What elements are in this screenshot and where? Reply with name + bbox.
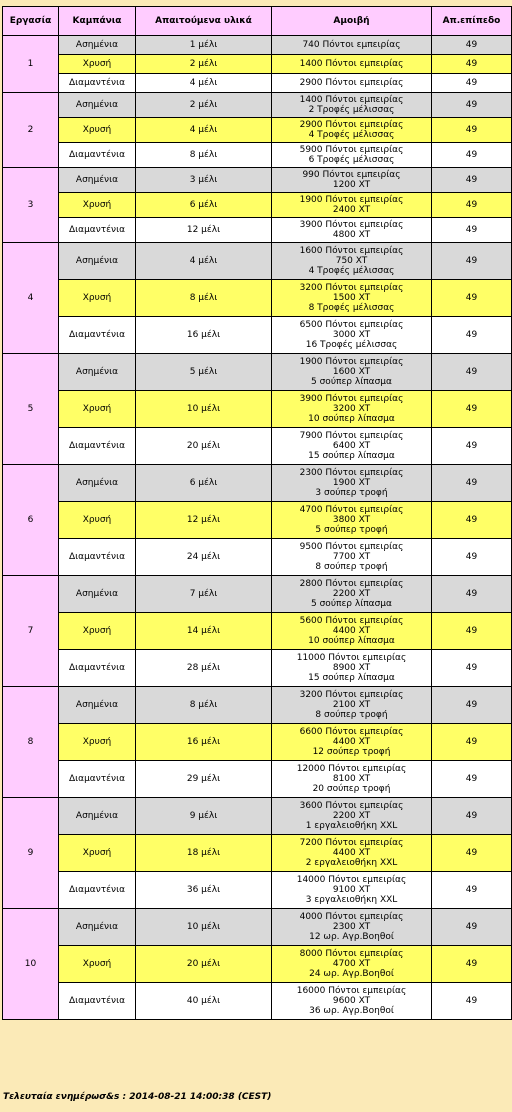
campaign-cell: Διαμαντένια: [59, 650, 136, 687]
campaign-cell: Χρυσή: [59, 613, 136, 650]
reward-line: 1400 Πόντοι εμπειρίας: [299, 59, 404, 69]
reward-line: 2300 Πόντοι εμπειρίας: [299, 468, 404, 478]
reward-cell: [272, 391, 432, 428]
reward-line: 4700 Πόντοι εμπειρίας: [299, 505, 404, 515]
header-reward: Αμοιβή: [272, 7, 432, 36]
materials-cell: 6 μέλι: [136, 465, 272, 502]
table-row: [3, 650, 512, 687]
reward-line: 4800 XT: [332, 230, 371, 240]
table-row: [3, 193, 512, 218]
rewards-table-container: [2, 6, 512, 1020]
table-row: [3, 798, 512, 835]
level-cell: 49: [432, 909, 512, 946]
reward-line: 12 σούπερ τροφή: [312, 747, 391, 757]
reward-line: 1 εργαλειοθήκη XXL: [305, 821, 398, 831]
campaign-cell: Διαμαντένια: [59, 317, 136, 354]
reward-line: 9100 XT: [332, 885, 371, 895]
campaign-cell: Διαμαντένια: [59, 74, 136, 93]
campaign-cell: Ασημένια: [59, 36, 136, 55]
table-row: [3, 118, 512, 143]
reward-cell: [272, 539, 432, 576]
reward-line: 12 ωρ. Αγρ.Βοηθοί: [309, 932, 394, 942]
materials-cell: 40 μέλι: [136, 983, 272, 1020]
materials-cell: 10 μέλι: [136, 391, 272, 428]
reward-line: 4700 XT: [332, 959, 371, 969]
table-row: [3, 687, 512, 724]
campaign-cell: Χρυσή: [59, 55, 136, 74]
campaign-cell: Διαμαντένια: [59, 218, 136, 243]
reward-line: 4400 XT: [332, 737, 371, 747]
reward-line: 2900 Πόντοι εμπειρίας: [299, 78, 404, 88]
level-cell: 49: [432, 539, 512, 576]
reward-cell: [272, 193, 432, 218]
header-level: Απ.επίπεδο: [432, 7, 512, 36]
level-cell: 49: [432, 93, 512, 118]
materials-cell: 29 μέλι: [136, 761, 272, 798]
reward-cell: [272, 118, 432, 143]
materials-cell: 4 μέλι: [136, 243, 272, 280]
campaign-cell: Ασημένια: [59, 93, 136, 118]
campaign-cell: Ασημένια: [59, 687, 136, 724]
level-cell: 49: [432, 391, 512, 428]
reward-line: 990 Πόντοι εμπειρίας: [302, 170, 401, 180]
reward-cell: [272, 428, 432, 465]
reward-cell: [272, 872, 432, 909]
table-row: [3, 502, 512, 539]
reward-cell: [272, 55, 432, 74]
reward-line: 3600 Πόντοι εμπειρίας: [299, 801, 404, 811]
task-number: 7: [3, 576, 59, 687]
materials-cell: 14 μέλι: [136, 613, 272, 650]
reward-cell: [272, 576, 432, 613]
reward-line: 20 σούπερ τροφή: [312, 784, 391, 794]
task-number: 8: [3, 687, 59, 798]
table-row: [3, 143, 512, 168]
level-cell: 49: [432, 354, 512, 391]
table-row: [3, 55, 512, 74]
materials-cell: 2 μέλι: [136, 55, 272, 74]
task-number: 9: [3, 798, 59, 909]
level-cell: 49: [432, 650, 512, 687]
reward-cell: [272, 168, 432, 193]
table-row: [3, 983, 512, 1020]
table-row: [3, 428, 512, 465]
materials-cell: 2 μέλι: [136, 93, 272, 118]
materials-cell: 36 μέλι: [136, 872, 272, 909]
reward-line: 8 σούπερ τροφή: [315, 562, 388, 572]
table-row: [3, 724, 512, 761]
reward-cell: [272, 354, 432, 391]
reward-line: 1600 XT: [332, 367, 371, 377]
table-row: [3, 946, 512, 983]
reward-cell: [272, 143, 432, 168]
reward-line: 9600 XT: [332, 996, 371, 1006]
campaign-cell: Διαμαντένια: [59, 872, 136, 909]
reward-cell: [272, 465, 432, 502]
reward-cell: [272, 74, 432, 93]
table-row: [3, 391, 512, 428]
reward-line: 1500 XT: [332, 293, 371, 303]
level-cell: 49: [432, 798, 512, 835]
level-cell: 49: [432, 872, 512, 909]
header-materials: Απαιτούμενα υλικά: [136, 7, 272, 36]
campaign-cell: Διαμαντένια: [59, 983, 136, 1020]
header-row: [3, 7, 512, 36]
level-cell: 49: [432, 168, 512, 193]
reward-line: 6 Τροφές μέλισσας: [308, 155, 395, 165]
reward-cell: [272, 724, 432, 761]
campaign-cell: Ασημένια: [59, 576, 136, 613]
campaign-cell: Ασημένια: [59, 168, 136, 193]
reward-line: 2400 XT: [332, 205, 371, 215]
table-row: [3, 576, 512, 613]
materials-cell: 1 μέλι: [136, 36, 272, 55]
reward-line: 5600 Πόντοι εμπειρίας: [299, 616, 404, 626]
materials-cell: 28 μέλι: [136, 650, 272, 687]
table-row: [3, 465, 512, 502]
reward-line: 750 XT: [335, 256, 368, 266]
reward-line: 4000 Πόντοι εμπειρίας: [299, 912, 404, 922]
materials-cell: 3 μέλι: [136, 168, 272, 193]
table-row: [3, 280, 512, 317]
reward-line: 10 σούπερ λίπασμα: [308, 414, 395, 424]
level-cell: 49: [432, 835, 512, 872]
campaign-cell: Χρυσή: [59, 724, 136, 761]
reward-cell: [272, 243, 432, 280]
reward-line: 2800 Πόντοι εμπειρίας: [299, 579, 404, 589]
task-number: 4: [3, 243, 59, 354]
task-number: 1: [3, 36, 59, 93]
reward-line: 4400 XT: [332, 848, 371, 858]
task-number: 6: [3, 465, 59, 576]
campaign-cell: Χρυσή: [59, 946, 136, 983]
level-cell: 49: [432, 74, 512, 93]
reward-cell: [272, 798, 432, 835]
level-cell: 49: [432, 317, 512, 354]
level-cell: 49: [432, 280, 512, 317]
level-cell: 49: [432, 502, 512, 539]
materials-cell: 24 μέλι: [136, 539, 272, 576]
reward-line: 4 Τροφές μέλισσας: [308, 266, 395, 276]
level-cell: 49: [432, 687, 512, 724]
reward-cell: [272, 835, 432, 872]
reward-line: 7200 Πόντοι εμπειρίας: [299, 838, 404, 848]
table-body: [3, 36, 512, 1020]
reward-line: 36 ωρ. Αγρ.Βοηθοί: [309, 1006, 394, 1016]
table-row: [3, 243, 512, 280]
campaign-cell: Χρυσή: [59, 391, 136, 428]
reward-cell: [272, 93, 432, 118]
campaign-cell: Χρυσή: [59, 502, 136, 539]
table-row: [3, 872, 512, 909]
campaign-cell: Διαμαντένια: [59, 761, 136, 798]
reward-line: 7900 Πόντοι εμπειρίας: [299, 431, 404, 441]
table-row: [3, 168, 512, 193]
table-row: [3, 74, 512, 93]
reward-cell: [272, 761, 432, 798]
level-cell: 49: [432, 55, 512, 74]
materials-cell: 4 μέλι: [136, 118, 272, 143]
reward-line: 2300 XT: [332, 922, 371, 932]
campaign-cell: Χρυσή: [59, 280, 136, 317]
materials-cell: 12 μέλι: [136, 502, 272, 539]
reward-cell: [272, 650, 432, 687]
reward-line: 3200 Πόντοι εμπειρίας: [299, 690, 404, 700]
reward-line: 2900 Πόντοι εμπειρίας: [299, 120, 404, 130]
task-number: 5: [3, 354, 59, 465]
reward-line: 5 σούπερ λίπασμα: [311, 377, 392, 387]
reward-line: 1900 XT: [332, 478, 371, 488]
level-cell: 49: [432, 946, 512, 983]
reward-cell: [272, 218, 432, 243]
materials-cell: 12 μέλι: [136, 218, 272, 243]
level-cell: 49: [432, 428, 512, 465]
campaign-cell: Χρυσή: [59, 193, 136, 218]
materials-cell: 20 μέλι: [136, 428, 272, 465]
materials-cell: 4 μέλι: [136, 74, 272, 93]
reward-line: 24 ωρ. Αγρ.Βοηθοί: [309, 969, 394, 979]
table-row: [3, 539, 512, 576]
level-cell: 49: [432, 118, 512, 143]
reward-line: 2200 XT: [332, 811, 371, 821]
reward-line: 8 σούπερ τροφή: [315, 710, 388, 720]
reward-line: 4400 XT: [332, 626, 371, 636]
reward-line: 5 σούπερ τροφή: [315, 525, 388, 535]
level-cell: 49: [432, 193, 512, 218]
reward-line: 1400 Πόντοι εμπειρίας: [299, 95, 404, 105]
reward-line: 16000 Πόντοι εμπειρίας: [296, 986, 407, 996]
campaign-cell: Ασημένια: [59, 909, 136, 946]
reward-line: 3000 XT: [332, 330, 371, 340]
table-row: [3, 93, 512, 118]
reward-cell: [272, 983, 432, 1020]
level-cell: 49: [432, 243, 512, 280]
task-number: 3: [3, 168, 59, 243]
reward-line: 1900 Πόντοι εμπειρίας: [299, 357, 404, 367]
reward-line: 5 σούπερ λίπασμα: [311, 599, 392, 609]
campaign-cell: Ασημένια: [59, 465, 136, 502]
materials-cell: 8 μέλι: [136, 143, 272, 168]
materials-cell: 8 μέλι: [136, 687, 272, 724]
level-cell: 49: [432, 576, 512, 613]
reward-line: 8900 XT: [332, 663, 371, 673]
table-row: [3, 354, 512, 391]
materials-cell: 9 μέλι: [136, 798, 272, 835]
reward-cell: [272, 502, 432, 539]
reward-line: 3900 Πόντοι εμπειρίας: [299, 220, 404, 230]
campaign-cell: Ασημένια: [59, 798, 136, 835]
table-row: [3, 835, 512, 872]
reward-line: 2200 XT: [332, 589, 371, 599]
table-row: [3, 317, 512, 354]
reward-line: 6500 Πόντοι εμπειρίας: [299, 320, 404, 330]
materials-cell: 7 μέλι: [136, 576, 272, 613]
campaign-cell: Ασημένια: [59, 354, 136, 391]
reward-cell: [272, 687, 432, 724]
reward-line: 6600 Πόντοι εμπειρίας: [299, 727, 404, 737]
header-task: Εργασία: [3, 7, 59, 36]
last-updated: Τελευταία ενημέρωσ&s : 2014-08-21 14:00:38 (CEST): [3, 1092, 272, 1102]
reward-cell: [272, 613, 432, 650]
level-cell: 49: [432, 761, 512, 798]
reward-line: 8100 XT: [332, 774, 371, 784]
table-row: [3, 218, 512, 243]
reward-cell: [272, 317, 432, 354]
materials-cell: 5 μέλι: [136, 354, 272, 391]
table-row: [3, 36, 512, 55]
header-campaign: Καμπάνια: [59, 7, 136, 36]
level-cell: 49: [432, 613, 512, 650]
task-number: 10: [3, 909, 59, 1020]
reward-line: 11000 Πόντοι εμπειρίας: [296, 653, 407, 663]
campaign-cell: Διαμαντένια: [59, 143, 136, 168]
rewards-table: [2, 6, 512, 1020]
reward-line: 16 Τροφές μέλισσας: [305, 340, 398, 350]
reward-cell: [272, 36, 432, 55]
reward-line: 10 σούπερ λίπασμα: [308, 636, 395, 646]
reward-line: 3 εργαλειοθήκη XXL: [305, 895, 398, 905]
materials-cell: 16 μέλι: [136, 724, 272, 761]
materials-cell: 18 μέλι: [136, 835, 272, 872]
reward-line: 6400 XT: [332, 441, 371, 451]
materials-cell: 6 μέλι: [136, 193, 272, 218]
reward-line: 3 σούπερ τροφή: [315, 488, 388, 498]
reward-line: 3200 XT: [332, 404, 371, 414]
reward-line: 3900 Πόντοι εμπειρίας: [299, 394, 404, 404]
level-cell: 49: [432, 36, 512, 55]
reward-line: 12000 Πόντοι εμπειρίας: [296, 764, 407, 774]
level-cell: 49: [432, 218, 512, 243]
reward-line: 9500 Πόντοι εμπειρίας: [299, 542, 404, 552]
reward-line: 14000 Πόντοι εμπειρίας: [296, 875, 407, 885]
materials-cell: 8 μέλι: [136, 280, 272, 317]
table-row: [3, 909, 512, 946]
reward-line: 8000 Πόντοι εμπειρίας: [299, 949, 404, 959]
campaign-cell: Χρυσή: [59, 835, 136, 872]
reward-line: 4 Τροφές μέλισσας: [308, 130, 395, 140]
table-row: [3, 761, 512, 798]
reward-line: 1900 Πόντοι εμπειρίας: [299, 195, 404, 205]
reward-line: 3800 XT: [332, 515, 371, 525]
campaign-cell: Χρυσή: [59, 118, 136, 143]
reward-line: 1200 XT: [332, 180, 371, 190]
materials-cell: 20 μέλι: [136, 946, 272, 983]
campaign-cell: Διαμαντένια: [59, 539, 136, 576]
level-cell: 49: [432, 724, 512, 761]
level-cell: 49: [432, 465, 512, 502]
level-cell: 49: [432, 983, 512, 1020]
reward-line: 8 Τροφές μέλισσας: [308, 303, 395, 313]
reward-cell: [272, 909, 432, 946]
campaign-cell: Διαμαντένια: [59, 428, 136, 465]
table-row: [3, 613, 512, 650]
reward-line: 2100 XT: [332, 700, 371, 710]
reward-line: 5900 Πόντοι εμπειρίας: [299, 145, 404, 155]
reward-line: 7700 XT: [332, 552, 371, 562]
reward-line: 2 Τροφές μέλισσας: [308, 105, 395, 115]
task-number: 2: [3, 93, 59, 168]
reward-line: 2 εργαλειοθήκη XXL: [305, 858, 398, 868]
reward-line: 1600 Πόντοι εμπειρίας: [299, 246, 404, 256]
materials-cell: 16 μέλι: [136, 317, 272, 354]
materials-cell: 10 μέλι: [136, 909, 272, 946]
reward-line: 15 σούπερ λίπασμα: [308, 451, 395, 461]
campaign-cell: Ασημένια: [59, 243, 136, 280]
reward-cell: [272, 946, 432, 983]
reward-line: 740 Πόντοι εμπειρίας: [302, 40, 401, 50]
reward-cell: [272, 280, 432, 317]
level-cell: 49: [432, 143, 512, 168]
reward-line: 15 σούπερ λίπασμα: [308, 673, 395, 683]
reward-line: 3200 Πόντοι εμπειρίας: [299, 283, 404, 293]
